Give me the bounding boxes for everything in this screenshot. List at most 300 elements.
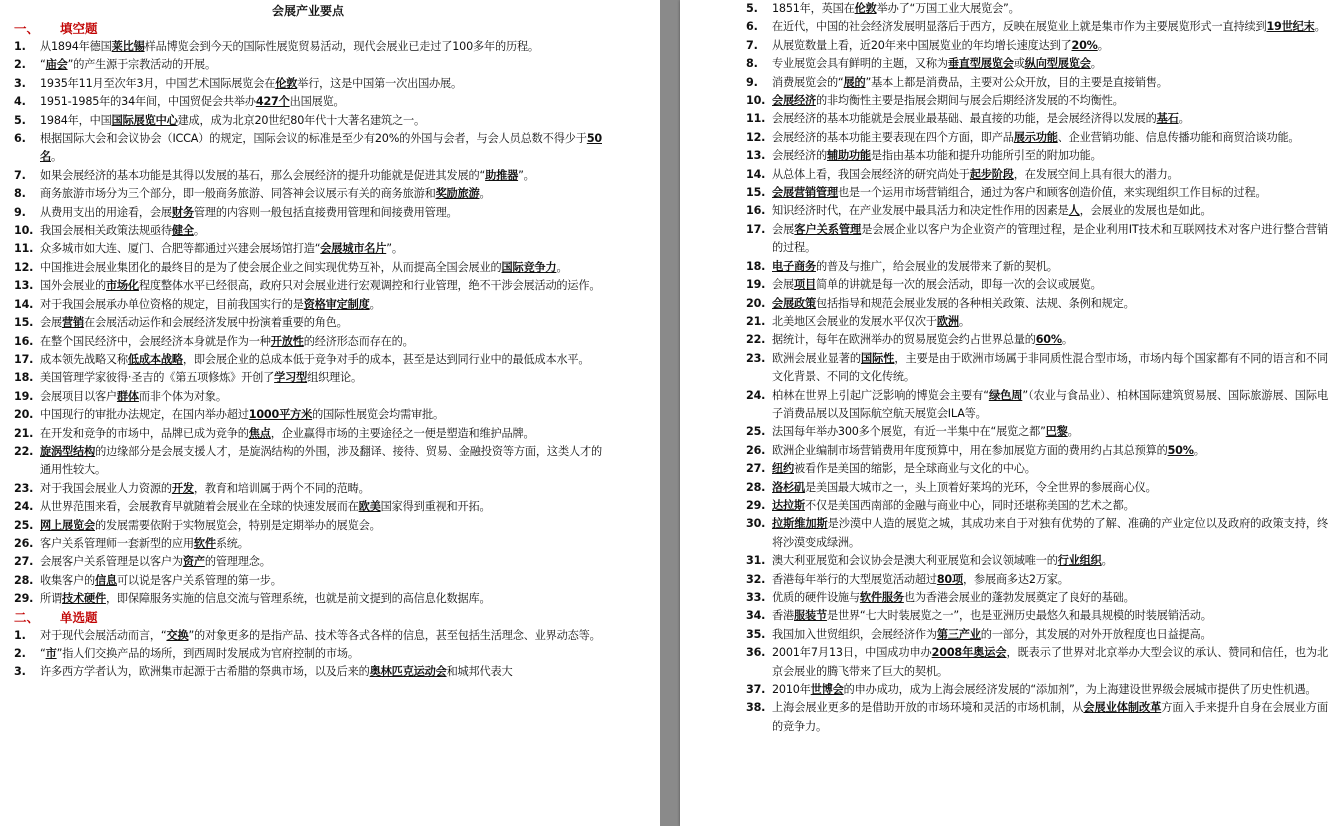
item-text xyxy=(40,185,602,203)
question-text: 众多城市如大连、厦门、合肥等都通过兴建会展场馆打造“ xyxy=(40,242,321,256)
question-text: 。 xyxy=(193,224,205,238)
question-text: ”（农业与食品业）、柏林国际建筑贸易展、国际旅游展、国际电子消费品展以及国际航空航天展览会ILA等。 xyxy=(772,388,1328,420)
document-page-left xyxy=(0,0,660,826)
question-text: ”的对象更多的是指产品、技术等各式各样的信息，甚至包括生活理念、业界动态等。 xyxy=(188,628,601,642)
list-item xyxy=(746,74,1328,92)
question-text: ，即会展企业的总成本低于竞争对手的成本，甚至是达到同行业中的最低成本水平。 xyxy=(182,352,590,366)
item-number: 14. xyxy=(14,297,34,311)
item-text xyxy=(772,699,1328,736)
answer-blank: 国际展览中心 xyxy=(111,113,178,127)
question-text: 优质的硬件设施与 xyxy=(772,591,860,604)
question-text: 。 xyxy=(1067,425,1079,439)
item-number: 3. xyxy=(14,665,26,679)
item-text xyxy=(40,75,602,93)
question-text: ，会展业的发展也是如此。 xyxy=(1079,204,1212,218)
item-number: 28. xyxy=(14,573,34,587)
list-item xyxy=(14,56,602,74)
item-text xyxy=(772,37,1328,55)
item-number: 19. xyxy=(14,389,34,403)
document-page-right xyxy=(680,0,1334,826)
answer-blank: 财务 xyxy=(171,205,194,219)
item-number: 23. xyxy=(746,351,766,365)
question-text: 系统。 xyxy=(215,536,249,550)
item-number: 18. xyxy=(746,259,766,273)
list-item xyxy=(746,331,1328,349)
item-number: 21. xyxy=(14,426,34,440)
question-text: 专业展览会具有鲜明的主题，又称为 xyxy=(772,57,948,71)
item-text xyxy=(40,259,602,277)
list-item xyxy=(14,425,602,443)
question-text: 对于我国会展承办单位资格的规定，目前我国实行的是 xyxy=(40,297,304,311)
item-text xyxy=(40,167,602,185)
item-number: 7. xyxy=(14,168,26,182)
list-item xyxy=(746,571,1328,589)
list-item xyxy=(14,553,602,571)
item-text xyxy=(772,18,1328,36)
list-item xyxy=(746,258,1328,276)
item-text xyxy=(772,202,1328,220)
question-text: 也为香港会展业的蓬勃发展奠定了良好的基础。 xyxy=(903,591,1135,604)
question-text: 北美地区会展业的发展水平仅次于 xyxy=(772,314,937,328)
item-number: 29. xyxy=(746,498,766,512)
item-text xyxy=(772,74,1328,92)
question-text: 。 xyxy=(51,150,62,164)
question-text: 是世界“七大时装展览之一”，也是亚洲历史最悠久和最具规模的时装展销活动。 xyxy=(826,609,1212,623)
answer-blank: 会展营销管理 xyxy=(772,186,838,200)
question-text: 会展经济的基本功能主要表现在四个方面，即产品 xyxy=(772,130,1014,144)
item-text xyxy=(40,572,602,590)
list-item xyxy=(14,38,602,56)
item-text xyxy=(772,479,1328,497)
question-text: 举行，这是中国第一次出国办展。 xyxy=(297,76,463,90)
answer-blank: 市场化 xyxy=(105,279,139,293)
list-item xyxy=(14,351,602,369)
item-text xyxy=(772,460,1328,478)
question-text: 从总体上看，我国会展经济的研究尚处于 xyxy=(772,167,970,181)
item-text xyxy=(40,222,602,240)
question-text: 会展经济的基本功能就是会展业最基础、最直接的功能，是会展经济得以发展的 xyxy=(772,112,1157,126)
list-item xyxy=(746,18,1328,36)
single-choice-list xyxy=(14,627,602,682)
question-text: 国家得到重视和开拓。 xyxy=(380,500,491,514)
question-text: 也是一个运用市场营销组合，通过为客户和顾客创造价值，来实现组织工作目标的过程。 xyxy=(837,186,1267,200)
list-item xyxy=(746,202,1328,220)
item-number: 9. xyxy=(14,205,26,219)
question-text: 从展览数量上看，近20年来中国展览业的年均增长速度达到了 xyxy=(772,38,1072,52)
question-text: 客户关系管理师一套新型的应用 xyxy=(40,536,194,550)
item-text xyxy=(772,589,1328,607)
question-text: 2010年 xyxy=(772,683,811,697)
question-text: 在整个国民经济中，会展经济本身就是作为一种 xyxy=(40,334,271,348)
question-text: 的管理理念。 xyxy=(204,555,271,569)
list-item xyxy=(14,277,602,295)
item-number: 6. xyxy=(14,132,26,146)
question-text: 据统计，每年在欧洲举办的贸易展览会约占世界总量的 xyxy=(772,333,1036,347)
item-text xyxy=(772,147,1328,165)
question-text: 。 xyxy=(1178,112,1190,126)
question-text: 我国加入世贸组织，会展经济作为 xyxy=(772,627,937,641)
item-number: 5. xyxy=(14,113,26,127)
question-text: 1851年，英国在 xyxy=(772,2,855,15)
question-text: 成本领先战略又称 xyxy=(40,352,128,366)
answer-blank: 伦敦 xyxy=(275,76,298,90)
question-text: 从费用支出的用途看，会展 xyxy=(40,205,172,219)
list-item xyxy=(14,222,602,240)
question-text: 从世界范围来看，会展教育早就随着会展业在全球的快速发展而在 xyxy=(40,500,359,514)
question-text: 澳大利亚展览和会议协会是澳大利亚展览和会议领域唯一的 xyxy=(772,554,1058,568)
list-item xyxy=(746,423,1328,441)
item-text xyxy=(772,295,1328,313)
item-text xyxy=(40,406,602,424)
item-number: 25. xyxy=(14,518,34,532)
item-number: 18. xyxy=(14,371,34,385)
answer-blank: 交换 xyxy=(166,628,189,642)
item-text xyxy=(40,369,602,387)
answer-blank: 项目 xyxy=(793,278,816,292)
item-text xyxy=(772,0,1328,18)
list-item xyxy=(746,313,1328,331)
item-text xyxy=(40,553,602,571)
answer-blank: 资产 xyxy=(182,555,205,569)
item-number: 29. xyxy=(14,592,34,606)
item-number: 34. xyxy=(746,609,766,623)
fill-blank-list xyxy=(14,38,602,609)
question-text: 我国会展相关政策法规亟待 xyxy=(40,224,172,238)
answer-blank: 1000平方米 xyxy=(248,408,313,422)
question-text: ，即保障服务实施的信息交流与管理系统，也就是前文提到的高信息化数据库。 xyxy=(105,592,491,606)
item-number: 11. xyxy=(746,112,766,126)
answer-blank: 群体 xyxy=(116,389,139,403)
question-text: 会展 xyxy=(40,316,62,330)
item-number: 13. xyxy=(14,279,34,293)
question-text: 在近代，中国的社会经济发展明显落后于西方，反映在展览业上就是集市作为主要展览形式一直持续到 xyxy=(772,20,1267,34)
question-text: 是沙漠中人造的展览之城，其成功来自于对独有优势的了解、准确的产业定位以及政府的政策支持，终将沙漠变成绿洲。 xyxy=(772,517,1328,549)
answer-blank: 庙会 xyxy=(45,58,68,72)
question-text: 。 xyxy=(1090,57,1102,71)
question-text: ”的产生源于宗教活动的开展。 xyxy=(67,58,217,72)
item-text xyxy=(772,681,1328,699)
question-text: 美国管理学家彼得·圣吉的《第五项修炼》开创了 xyxy=(40,371,275,385)
list-item xyxy=(14,498,602,516)
answer-blank: 客户关系管理 xyxy=(794,222,862,236)
answer-blank: 19世纪末 xyxy=(1266,20,1315,34)
item-text xyxy=(772,313,1328,331)
answer-blank: 50名 xyxy=(40,132,602,164)
question-text: 是会展企业以客户为企业资产的管理过程，是企业利用IT技术和互联网技术对客户进行整合营销的过程。 xyxy=(772,222,1328,255)
answer-blank: 达拉斯 xyxy=(772,498,805,512)
item-number: 1. xyxy=(14,40,26,53)
list-item xyxy=(14,645,602,663)
question-text: 会展经济的 xyxy=(772,149,827,163)
question-text: 消费展览会的“ xyxy=(772,75,844,89)
question-text: ，教育和培训属于两个不同的范畴。 xyxy=(193,481,370,495)
item-text xyxy=(40,204,602,222)
list-item xyxy=(14,443,602,480)
item-number: 7. xyxy=(746,38,758,52)
answer-blank: 开发 xyxy=(171,481,194,495)
list-item xyxy=(746,644,1328,681)
question-text: 的普及与推广，给会展业的发展带来了新的契机。 xyxy=(815,259,1058,273)
item-number: 27. xyxy=(14,555,34,569)
answer-blank: 奥林匹克运动会 xyxy=(369,665,447,679)
list-item xyxy=(14,388,602,406)
answer-blank: 基石 xyxy=(1156,112,1179,126)
list-item xyxy=(746,55,1328,73)
list-item xyxy=(14,333,602,351)
item-text xyxy=(772,497,1328,515)
list-item xyxy=(14,93,602,111)
item-text xyxy=(772,166,1328,184)
item-text xyxy=(40,663,602,681)
question-text: 根据国际大会和会议协会（ICCA）的规定，国际会议的标准是至少有20%的外国与会者，与会人员总数不得少于 xyxy=(40,132,587,146)
list-item xyxy=(746,442,1328,460)
question-text: 会展 xyxy=(772,222,795,236)
list-item xyxy=(746,460,1328,478)
item-number: 2. xyxy=(14,58,26,72)
answer-blank: 国际性 xyxy=(860,351,895,365)
item-number: 2. xyxy=(14,647,26,660)
question-text: 中国推进会展业集团化的最终目的是为了使会展企业之间实现优势互补，从而提高全国会展业的 xyxy=(40,260,502,274)
question-text: 。 xyxy=(1061,333,1073,347)
answer-blank: 50% xyxy=(1167,443,1194,457)
item-number: 26. xyxy=(746,443,766,457)
item-number: 21. xyxy=(746,314,766,328)
answer-blank: 焦点 xyxy=(248,426,271,440)
item-text xyxy=(772,221,1328,258)
answer-blank: 低成本战略 xyxy=(127,352,183,366)
section-label: 填空题 xyxy=(60,21,98,36)
answer-blank: 垂直型展览会 xyxy=(947,57,1014,71)
item-number: 1. xyxy=(14,628,26,642)
answer-blank: 软件 xyxy=(193,536,216,550)
question-text: 会展项目以客户 xyxy=(40,389,117,403)
item-text xyxy=(40,425,602,443)
list-item xyxy=(746,607,1328,625)
item-number: 8. xyxy=(746,57,758,71)
answer-blank: 会展经济 xyxy=(772,94,816,108)
list-item xyxy=(746,497,1328,515)
answer-blank: 绿色周 xyxy=(988,388,1023,402)
answer-blank: 市 xyxy=(45,647,57,660)
question-text: 。 xyxy=(1314,20,1326,34)
list-item xyxy=(14,369,602,387)
item-number: 23. xyxy=(14,481,34,495)
item-text xyxy=(40,38,602,56)
question-text: 的边缘部分是会展支援人才，是旋涡结构的外围，涉及翻译、接待、贸易、金融投资等方面，这类人才的通用性较大。 xyxy=(40,444,602,477)
item-text xyxy=(40,480,602,498)
question-text: 上海会展业更多的是借助开放的市场环境和灵活的市场机制，从 xyxy=(772,701,1084,715)
question-text: 香港 xyxy=(772,609,794,623)
item-number: 35. xyxy=(746,627,766,641)
question-text: 国外会展业的 xyxy=(40,279,106,293)
question-text: 方面入手来提升自身在会展业方面的竞争力。 xyxy=(772,701,1328,733)
item-text xyxy=(772,276,1328,294)
list-item xyxy=(746,166,1328,184)
list-item xyxy=(746,110,1328,128)
answer-blank: 服装节 xyxy=(793,609,827,623)
answer-blank: 纵向型展览会 xyxy=(1024,57,1091,71)
item-number: 20. xyxy=(14,408,34,422)
list-item xyxy=(14,314,602,332)
question-text: 不仅是美国西南部的金融与商业中心，同时还堪称美国的艺术之都。 xyxy=(804,498,1135,512)
item-text xyxy=(40,535,602,553)
answer-blank: 洛杉矶 xyxy=(772,480,805,494)
question-text: 2001年7月13日，中国成功申办 xyxy=(772,646,932,660)
question-text: “ xyxy=(40,647,46,660)
list-item xyxy=(14,517,602,535)
list-item xyxy=(746,626,1328,644)
section-number: 一、 xyxy=(14,21,40,36)
question-text: ，在发展空间上具有很大的潜力。 xyxy=(1013,167,1179,181)
list-item xyxy=(14,167,602,185)
answer-blank: 软件服务 xyxy=(859,591,904,604)
section-heading-single-choice xyxy=(14,609,602,627)
section-heading-fill-blank xyxy=(14,20,602,38)
item-text xyxy=(772,423,1328,441)
item-text xyxy=(40,443,602,480)
question-text: ，企业赢得市场的主要途径之一便是塑造和维护品牌。 xyxy=(270,426,535,440)
question-text: 香港每年举行的大型展览活动超过 xyxy=(772,572,937,586)
question-text: 包括指导和规范会展业发展的各种相关政策、法规、条例和规定。 xyxy=(815,296,1135,310)
section-number: 二、 xyxy=(14,609,40,625)
question-text: 的申办成功，成为上海会展经济发展的“添加剂”，为上海建设世界级会展城市提供了历史性机遇。 xyxy=(843,683,1317,697)
answer-blank: 427个 xyxy=(255,95,290,109)
question-text: ”指人们交换产品的场所，到西周时发展成为官府控制的市场。 xyxy=(56,647,359,660)
document-title: 会展产业要点 xyxy=(271,4,344,18)
question-text: 。 xyxy=(556,260,568,274)
question-text: 建成，成为北京20世纪80年代十大著名建筑之一。 xyxy=(177,113,425,127)
answer-blank: 资格审定制度 xyxy=(303,297,370,311)
item-text xyxy=(772,607,1328,625)
answer-blank: 2008年奥运会 xyxy=(931,646,1007,660)
question-text: 如果会展经济的基本功能是其得以发展的基石，那么会展经济的提升功能就是促进其发展的“ xyxy=(40,168,486,182)
item-text xyxy=(40,314,602,332)
list-item xyxy=(746,147,1328,165)
question-text: 和城邦代表大 xyxy=(446,665,513,679)
item-number: 14. xyxy=(746,167,766,181)
item-text xyxy=(772,184,1328,202)
question-text: 的一部分，其发展的对外开放程度也日益提高。 xyxy=(980,627,1212,641)
question-text: 会展 xyxy=(772,278,794,292)
item-text xyxy=(40,240,602,258)
item-text xyxy=(40,590,602,608)
list-item xyxy=(14,75,602,93)
question-text: “ xyxy=(40,58,46,72)
question-text: ”。 xyxy=(518,168,535,182)
list-item xyxy=(746,387,1328,424)
item-number: 22. xyxy=(746,333,766,347)
item-text xyxy=(40,93,602,111)
question-text: 的非均衡性主要是指展会期间与展会后期经济发展的不均衡性。 xyxy=(815,94,1124,108)
item-number: 12. xyxy=(746,130,766,144)
item-number: 16. xyxy=(14,334,34,348)
question-text: 会展客户关系管理是以客户为 xyxy=(40,555,183,569)
question-text: 组织理论。 xyxy=(307,371,363,385)
item-text xyxy=(40,627,602,645)
item-text xyxy=(40,498,602,516)
question-text: 的发展需要依附于实物展览会，特别是定期举办的展览会。 xyxy=(94,518,381,532)
item-number: 11. xyxy=(14,242,34,256)
item-text xyxy=(772,110,1328,128)
question-text: 从1894年德国 xyxy=(40,40,112,53)
item-text xyxy=(772,442,1328,460)
answer-blank: 欧美 xyxy=(358,500,381,514)
question-text: 可以说是客户关系管理的第一步。 xyxy=(116,573,282,587)
list-item xyxy=(14,406,602,424)
question-text: 简单的讲就是每一次的展会活动，即每一次的会议或展览。 xyxy=(815,278,1102,292)
answer-blank: 信息 xyxy=(94,573,117,587)
item-number: 8. xyxy=(14,187,26,201)
question-text: 在开发和竞争的市场中，品牌已成为竞争的 xyxy=(40,426,249,440)
question-text: 是美国最大城市之一，头上顶着好莱坞的光环，令全世界的参展商心仪。 xyxy=(804,480,1157,494)
item-number: 15. xyxy=(746,186,766,200)
answer-blank: 展的 xyxy=(843,75,866,89)
item-number: 38. xyxy=(746,701,766,715)
list-item xyxy=(14,185,602,203)
question-text: ”。 xyxy=(386,242,403,256)
answer-blank: 健全 xyxy=(171,224,194,238)
answer-blank: 60% xyxy=(1035,333,1062,347)
list-item xyxy=(746,699,1328,736)
question-text: 1951-1985年的34年间，中国贸促会共举办 xyxy=(40,95,256,109)
answer-blank: 巴黎 xyxy=(1045,425,1068,439)
question-text: 商务旅游市场分为三个部分，即一般商务旅游、同答神会议展示有关的商务旅游和 xyxy=(40,187,436,201)
item-text xyxy=(40,517,602,535)
item-text xyxy=(772,644,1328,681)
answer-blank: 20% xyxy=(1071,38,1098,52)
item-number: 25. xyxy=(746,425,766,439)
item-number: 30. xyxy=(746,517,766,531)
item-number: 19. xyxy=(746,278,766,292)
item-number: 27. xyxy=(746,462,766,476)
item-number: 20. xyxy=(746,296,766,310)
question-text: 的国际性展览会均需审批。 xyxy=(312,408,444,422)
item-number: 37. xyxy=(746,683,766,697)
answer-blank: 世博会 xyxy=(810,683,844,697)
item-text xyxy=(772,387,1328,424)
question-text: 程度整体水平已经很高，政府只对会展业进行宏观调控和行业管理，绝不干涉会展活动的运作。 xyxy=(138,279,601,293)
list-item xyxy=(14,259,602,277)
list-item xyxy=(746,589,1328,607)
answer-blank: 纽约 xyxy=(772,462,794,476)
list-item xyxy=(14,296,602,314)
item-number: 17. xyxy=(746,222,766,236)
item-text xyxy=(772,626,1328,644)
fill-blank-list-continued xyxy=(746,0,1328,736)
answer-blank: 莱比锡 xyxy=(111,40,145,53)
list-item xyxy=(746,37,1328,55)
list-item xyxy=(746,92,1328,110)
answer-blank: 第三产业 xyxy=(936,627,981,641)
item-text xyxy=(772,129,1328,147)
question-text: ，主要是由于欧洲市场属于非同质性混合型市场，市场内每个国家都有不同的语言和不同文化背景、不同的文化传统。 xyxy=(772,351,1329,384)
item-text xyxy=(772,350,1328,387)
item-text xyxy=(40,130,602,167)
question-text: 柏林在世界上引起广泛影响的博览会主要有“ xyxy=(772,388,989,402)
question-text: 被看作是美国的缩影，是全球商业与文化的中心。 xyxy=(793,462,1036,476)
list-item xyxy=(14,130,602,167)
list-item xyxy=(14,240,602,258)
list-item xyxy=(746,276,1328,294)
list-item xyxy=(14,590,602,608)
question-text: ，既表示了世界对北京举办大型会议的承认、赞同和信任，也为北京会展业的腾飞带来了巨大的契机。 xyxy=(772,646,1328,678)
item-number: 22. xyxy=(14,444,34,458)
question-text: 。 xyxy=(1101,554,1113,568)
item-number: 28. xyxy=(746,480,766,494)
page-gap xyxy=(660,0,680,826)
answer-blank: 助推器 xyxy=(485,168,519,182)
item-number: 36. xyxy=(746,646,766,660)
